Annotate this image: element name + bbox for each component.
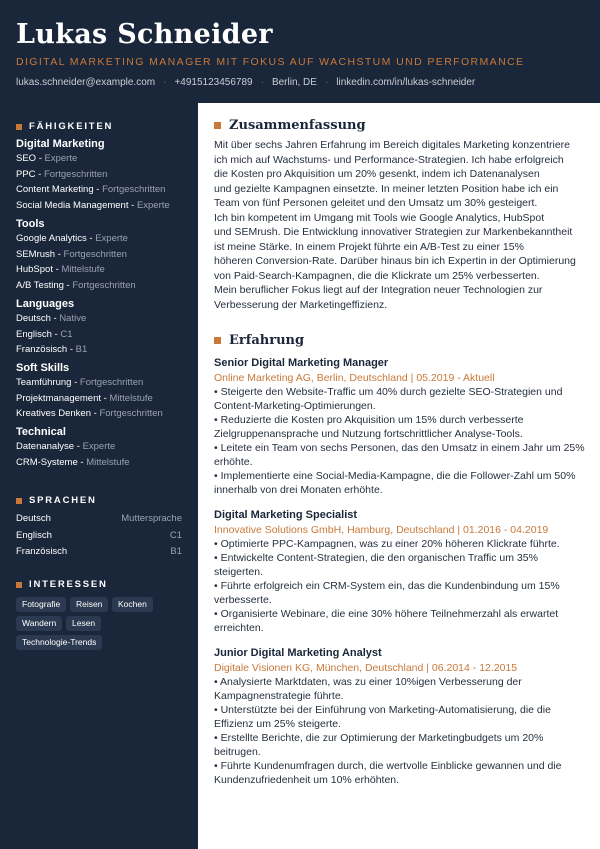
skill-item: Englisch - C1: [16, 328, 73, 340]
job-bullet-line: • Implementierte eine Social-Media-Kampagne, die die Follower-Zahl um 50%: [214, 470, 576, 482]
skill-group-title: Digital Marketing: [16, 138, 105, 150]
skill-item: Französisch - B1: [16, 344, 88, 356]
summary-line: und SEMrush. Die Entwicklung innovativer Strategien zur Markenbekanntheit: [214, 226, 573, 238]
job-bullet-line: steigerten.: [214, 566, 264, 578]
summary-heading-label: Zusammenfassung: [229, 118, 366, 133]
skill-item: Teamführung - Fortgeschritten: [16, 377, 144, 388]
heading-marker-icon: [16, 124, 22, 130]
skill-group-languages: [16, 297, 191, 358]
skill-level: Fortgeschritten: [72, 279, 136, 291]
skill-name: Google Analytics: [16, 233, 87, 244]
skill-item: CRM-Systeme - Mittelstufe: [16, 456, 130, 468]
skill-name: PPC: [16, 168, 36, 180]
interests-heading: [16, 579, 108, 590]
language-row: [16, 546, 182, 557]
summary-line: Mein beruflicher Fokus liegt auf der Integration neuer Technologien zur: [214, 284, 543, 296]
job-meta: Innovative Solutions GmbH, Hamburg, Deutschland | 01.2016 - 04.2019: [214, 524, 549, 536]
skill-name: HubSpot: [16, 264, 53, 276]
job-title: Digital Marketing Specialist: [214, 509, 358, 521]
heading-marker-icon: [214, 337, 221, 344]
interest-tag: Wandern: [16, 616, 62, 631]
candidate-name: Lukas Schneider: [16, 19, 273, 50]
job-bullet-line: Kampagnenstrategie führte.: [214, 690, 344, 702]
contact-location: Berlin, DE: [271, 77, 317, 88]
contact-separator: ·: [260, 77, 264, 88]
summary-line: ist meine Stärke. In einem Projekt führte ein A/B-Test zu einer 15%: [214, 240, 524, 253]
interest-tag: Technologie-Trends: [16, 635, 102, 650]
heading-marker-icon: [16, 498, 22, 504]
skill-level: Mittelstufe: [86, 456, 130, 468]
main-content: [198, 103, 600, 849]
language-name: Französisch: [16, 546, 68, 557]
language-row: [16, 530, 182, 541]
job-bullet-line: • Analysierte Marktdaten, was zu einer 10%igen Verbesserung der: [214, 676, 522, 688]
skill-item: Projektmanagement - Mittelstufe: [16, 392, 153, 404]
job-bullet-line: erhöhte.: [214, 456, 253, 468]
skill-name: SEO: [16, 153, 37, 164]
job-bullet-line: • Führte Kundenumfragen durch, die wertvolle Einblicke gewannen und die: [214, 760, 562, 772]
summary-text: [214, 138, 588, 312]
interests-heading-label: INTERESSEN: [29, 579, 108, 590]
job-title: Senior Digital Marketing Manager: [214, 357, 389, 369]
summary-line: Verbesserung der Marketingeffizienz.: [214, 298, 388, 311]
contact-email[interactable]: lukas.schneider@example.com: [16, 77, 156, 88]
interest-tag: Kochen: [112, 597, 153, 612]
job-bullet-line: • Organisierte Webinare, die eine 30% höhere Teilnehmerzahl als erwartet: [214, 608, 559, 620]
job-bullet-line: erreichten.: [214, 622, 264, 634]
skill-item: Datenanalyse - Experte: [16, 441, 116, 452]
job-entry: [214, 508, 590, 635]
skill-name: Projektmanagement: [16, 392, 102, 404]
skill-item: Content Marketing - Fortgeschritten: [16, 184, 166, 196]
job-bullet-line: Content-Marketing-Optimierungen.: [214, 400, 376, 412]
skill-level: Experte: [95, 233, 128, 244]
skill-level: Mittelstufe: [109, 392, 153, 404]
summary-line: Ich bin kompetent im Umgang mit Tools wie Google Analytics, HubSpot: [214, 211, 545, 224]
skill-item: SEMrush - Fortgeschritten: [16, 248, 127, 260]
language-name: Deutsch: [16, 513, 51, 524]
skill-name: A/B Testing: [16, 279, 64, 291]
summary-line: Team von fünf Personen geleitet und den Umsatz um 30% gesteigert.: [214, 197, 538, 209]
skill-name: Social Media Management: [16, 199, 129, 211]
job-bullet-line: • Reduzierte die Kosten pro Akquisition um 15% durch verbesserte: [214, 414, 524, 426]
skill-name: Kreatives Denken: [16, 408, 91, 420]
sidebar: [0, 103, 198, 849]
language-name: Englisch: [16, 530, 52, 541]
languages-heading: [16, 495, 97, 506]
job-meta: Digitale Visionen KG, München, Deutschland | 06.2014 - 12.2015: [214, 662, 518, 674]
skill-name: Datenanalyse: [16, 441, 75, 452]
skill-item: PPC - Fortgeschritten: [16, 168, 108, 180]
interest-tag: Fotografie: [16, 597, 66, 612]
skill-item: SEO - Experte: [16, 153, 78, 164]
job-bullet-line: • Optimierte PPC-Kampagnen, was zu einer 20% höheren Klickrate führte.: [214, 538, 560, 550]
skill-level: Fortgeschritten: [102, 184, 166, 196]
job-bullet-line: Zielgruppenansprache und Nutzung fortschrittlicher Analyse-Tools.: [214, 428, 523, 440]
skills-heading: [16, 121, 113, 132]
skill-level: C1: [60, 328, 73, 340]
skill-name: Content Marketing: [16, 184, 94, 196]
skills-heading-label: FÄHIGKEITEN: [29, 121, 114, 132]
skill-group-title: Tools: [16, 218, 45, 230]
job-bullet-line: • Steigerte den Website-Traffic um 40% durch gezielte SEO-Strategien und: [214, 386, 563, 398]
skill-item: A/B Testing - Fortgeschritten: [16, 279, 136, 291]
candidate-subtitle: DIGITAL MARKETING MANAGER MIT FOKUS AUF WACHSTUM UND PERFORMANCE: [16, 56, 525, 68]
interest-tag: Reisen: [70, 597, 108, 612]
skill-group-title: Languages: [16, 298, 75, 310]
skill-item: Google Analytics - Experte: [16, 233, 128, 244]
job-meta: Online Marketing AG, Berlin, Deutschland | 05.2019 - Aktuell: [214, 372, 495, 384]
skill-group-tools: [16, 217, 191, 293]
skill-group-title: Technical: [16, 426, 66, 438]
contact-separator: ·: [324, 77, 329, 88]
skill-group-soft-skills: [16, 361, 191, 422]
skill-name: Deutsch: [16, 313, 51, 324]
skill-item: Kreatives Denken - Fortgeschritten: [16, 408, 163, 420]
skill-group-technical: [16, 425, 191, 470]
skill-level: Fortgeschritten: [63, 248, 127, 260]
skill-group-digital-marketing: [16, 137, 191, 213]
summary-line: ich mich auf Wachstums- und Performance-Strategien. Ich habe erfolgreich: [214, 153, 564, 166]
language-level: B1: [170, 546, 182, 557]
summary-line: die Kosten pro Akquisition um 20% gesenkt, indem ich Datenanalysen: [214, 168, 540, 180]
contact-phone[interactable]: +4915123456789: [174, 77, 253, 88]
job-bullet-line: Kundenzufriedenheit um 10% erhöhten.: [214, 774, 400, 786]
skill-level: Fortgeschritten: [99, 408, 163, 420]
skill-level: Experte: [44, 153, 78, 164]
heading-marker-icon: [214, 122, 221, 129]
job-bullet-line: • Leitete ein Team von sechs Personen, das den Umsatz in einem Jahr um 25%: [214, 442, 585, 454]
skill-name: SEMrush: [16, 248, 56, 260]
skill-level: Fortgeschritten: [44, 168, 108, 180]
skill-item: HubSpot - Mittelstufe: [16, 264, 105, 276]
job-bullet-line: innerhalb von drei Monaten erhöhte.: [214, 484, 383, 496]
contact-separator: ·: [163, 77, 167, 88]
skill-name: Englisch: [16, 328, 52, 340]
contact-linkedin[interactable]: linkedin.com/in/lukas-schneider: [336, 77, 476, 88]
summary-line: Mit über sechs Jahren Erfahrung im Bereich digitales Marketing konzentriere: [214, 139, 571, 151]
skill-item: Social Media Management - Experte: [16, 199, 170, 211]
skill-level: Fortgeschritten: [79, 377, 144, 388]
job-title: Junior Digital Marketing Analyst: [214, 647, 382, 659]
contact-bar: [16, 77, 475, 88]
resume-header: [0, 0, 600, 103]
skill-item: Deutsch - Native: [16, 313, 87, 324]
summary-line: höheren Conversion-Rate. Darüber hinaus bin ich Expertin in der Optimierung: [214, 255, 576, 267]
job-bullet-line: • Erstellte Berichte, die zur Optimierung der Marketingbudgets um 20%: [214, 732, 544, 744]
summary-line: und gezielte Kampagnen einsetzte. In meiner letzten Position habe ich ein: [214, 182, 559, 195]
job-entry: [214, 646, 590, 787]
skill-name: CRM-Systeme: [16, 456, 78, 468]
heading-marker-icon: [16, 582, 22, 588]
skill-level: Mittelstufe: [61, 264, 105, 276]
skill-level: Experte: [136, 199, 170, 211]
experience-heading: [214, 333, 304, 348]
job-bullet-line: • Unterstützte bei der Einführung von Marketing-Automatisierung, die die: [214, 704, 551, 716]
skill-group-title: Soft Skills: [16, 362, 70, 374]
skill-name: Teamführung: [16, 377, 72, 388]
language-level: C1: [169, 530, 182, 541]
job-bullet-line: • Führte erfolgreich ein CRM-System ein, das die Kundenbindung um 15%: [214, 580, 560, 592]
languages-heading-label: SPRACHEN: [29, 495, 97, 506]
skill-level: B1: [75, 344, 88, 356]
job-bullet-line: verbesserte.: [214, 594, 272, 606]
language-level: Muttersprache: [121, 513, 182, 524]
job-bullet-line: Effizienz um 25% steigerte.: [214, 718, 342, 730]
skill-name: Französisch: [16, 344, 68, 356]
skill-level: Experte: [82, 441, 116, 452]
experience-heading-label: Erfahrung: [229, 333, 305, 348]
skill-level: Native: [59, 313, 87, 324]
job-bullet-line: • Entwickelte Content-Strategien, die den organischen Traffic um 35%: [214, 552, 538, 564]
summary-line: von Paid-Search-Kampagnen, die die Klickrate um 25% verbesserten.: [214, 269, 540, 282]
job-bullet-line: beitrugen.: [214, 746, 261, 758]
job-entry: [214, 356, 590, 497]
interest-tag: Lesen: [66, 616, 101, 631]
language-row: [16, 513, 182, 524]
summary-heading: [214, 118, 366, 133]
